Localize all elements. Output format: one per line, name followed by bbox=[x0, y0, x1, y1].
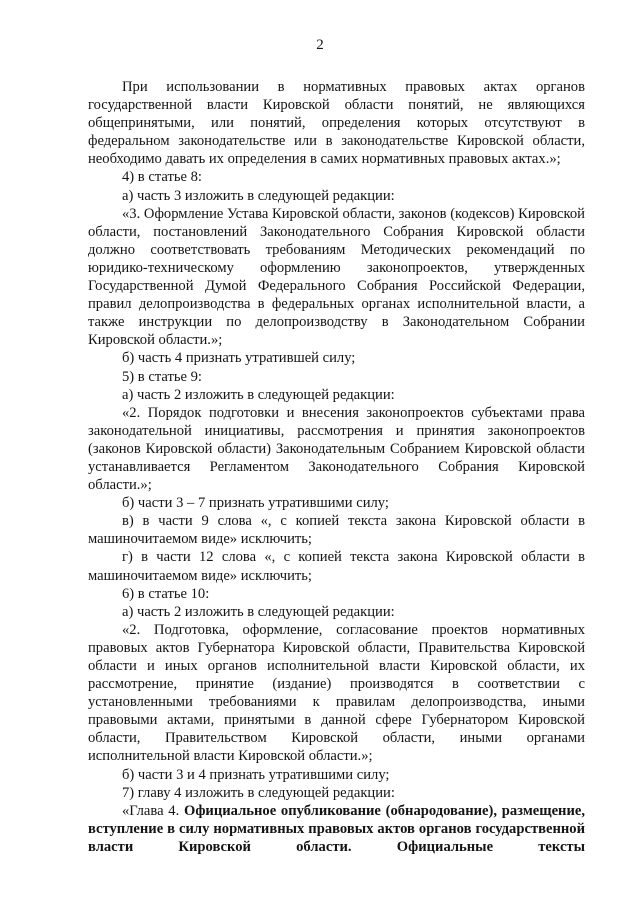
paragraph-7: а) часть 2 изложить в следующей редакции: bbox=[122, 386, 395, 403]
chapter-prefix: «Глава 4. bbox=[122, 802, 184, 819]
paragraph-9: б) части 3 – 7 признать утратившими силу; bbox=[122, 495, 389, 512]
paragraph-13: а) часть 2 изложить в следующей редакции: bbox=[122, 603, 395, 620]
document-body bbox=[88, 78, 585, 856]
paragraph-14: «2. Подготовка, оформление, согласование проектов нормативных правовых актов Губернатора Кировской области, Правительства Кировской области и иных органов исполнительной власти Кировской области, их рассмотрение, принятие (издание) производятся в соответствии с установленными требованиями к правилам делопроизводства, иными правовыми актами, принятыми в данной сфере Губернатором Кировской области, Правительством Кировской области, иными органами исполнительной власти Кировской области.»; bbox=[88, 621, 585, 765]
chapter-heading bbox=[88, 802, 585, 856]
paragraph-5: б) часть 4 признать утратившей силу; bbox=[122, 350, 356, 367]
page-number: 2 bbox=[316, 37, 324, 53]
paragraph-15: б) части 3 и 4 признать утратившими силу; bbox=[122, 766, 390, 783]
paragraph-10: в) в части 9 слова «, с копией текста закона Кировской области в машиночитаемом виде» исключить; bbox=[88, 513, 585, 548]
paragraph-4: «3. Оформление Устава Кировской области, законов (кодексов) Кировской области, постановлений Законодательного Собрания Кировской области должно соответствовать требованиям Методических рекомендаций по юридико-техническому оформлению законопроектов, утвержденных Государственной Думой Федерального Собрания Российской Федерации, правил делопроизводства в федеральных органах исполнительной власти, а также инструкции по делопроизводству в Законодательном Собрании Кировской области.»; bbox=[88, 205, 585, 349]
paragraph-2: 4) в статье 8: bbox=[122, 169, 202, 186]
paragraph-3: а) часть 3 изложить в следующей редакции: bbox=[122, 187, 395, 204]
paragraph-8: «2. Порядок подготовки и внесения законопроектов субъектами права законодательной инициативы, рассмотрения и принятия законопроектов (законов Кировской области) Законодательным Собранием Кировской области устанавливается Регламентом Законодательного Собрания Кировской области.»; bbox=[88, 404, 585, 494]
chapter-title: Официальное опубликование (обнародование), размещение, вступление в силу нормативных правовых актов органов государственной власти Кировской области. Официальные тексты bbox=[88, 802, 585, 855]
paragraph-1: При использовании в нормативных правовых актах органов государственной власти Кировской области понятий, не являющихся общепринятыми, или понятий, определения которых отсутствуют в федеральном законодательстве или в законодательстве Кировской области, необходимо давать их определения в самих нормативных правовых актах.»; bbox=[88, 79, 585, 168]
paragraph-6: 5) в статье 9: bbox=[122, 368, 202, 385]
paragraph-11: г) в части 12 слова «, с копией текста закона Кировской области в машиночитаемом виде» исключить; bbox=[88, 549, 585, 584]
paragraph-16: 7) главу 4 изложить в следующей редакции: bbox=[122, 784, 395, 801]
paragraph-12: 6) в статье 10: bbox=[122, 585, 210, 602]
